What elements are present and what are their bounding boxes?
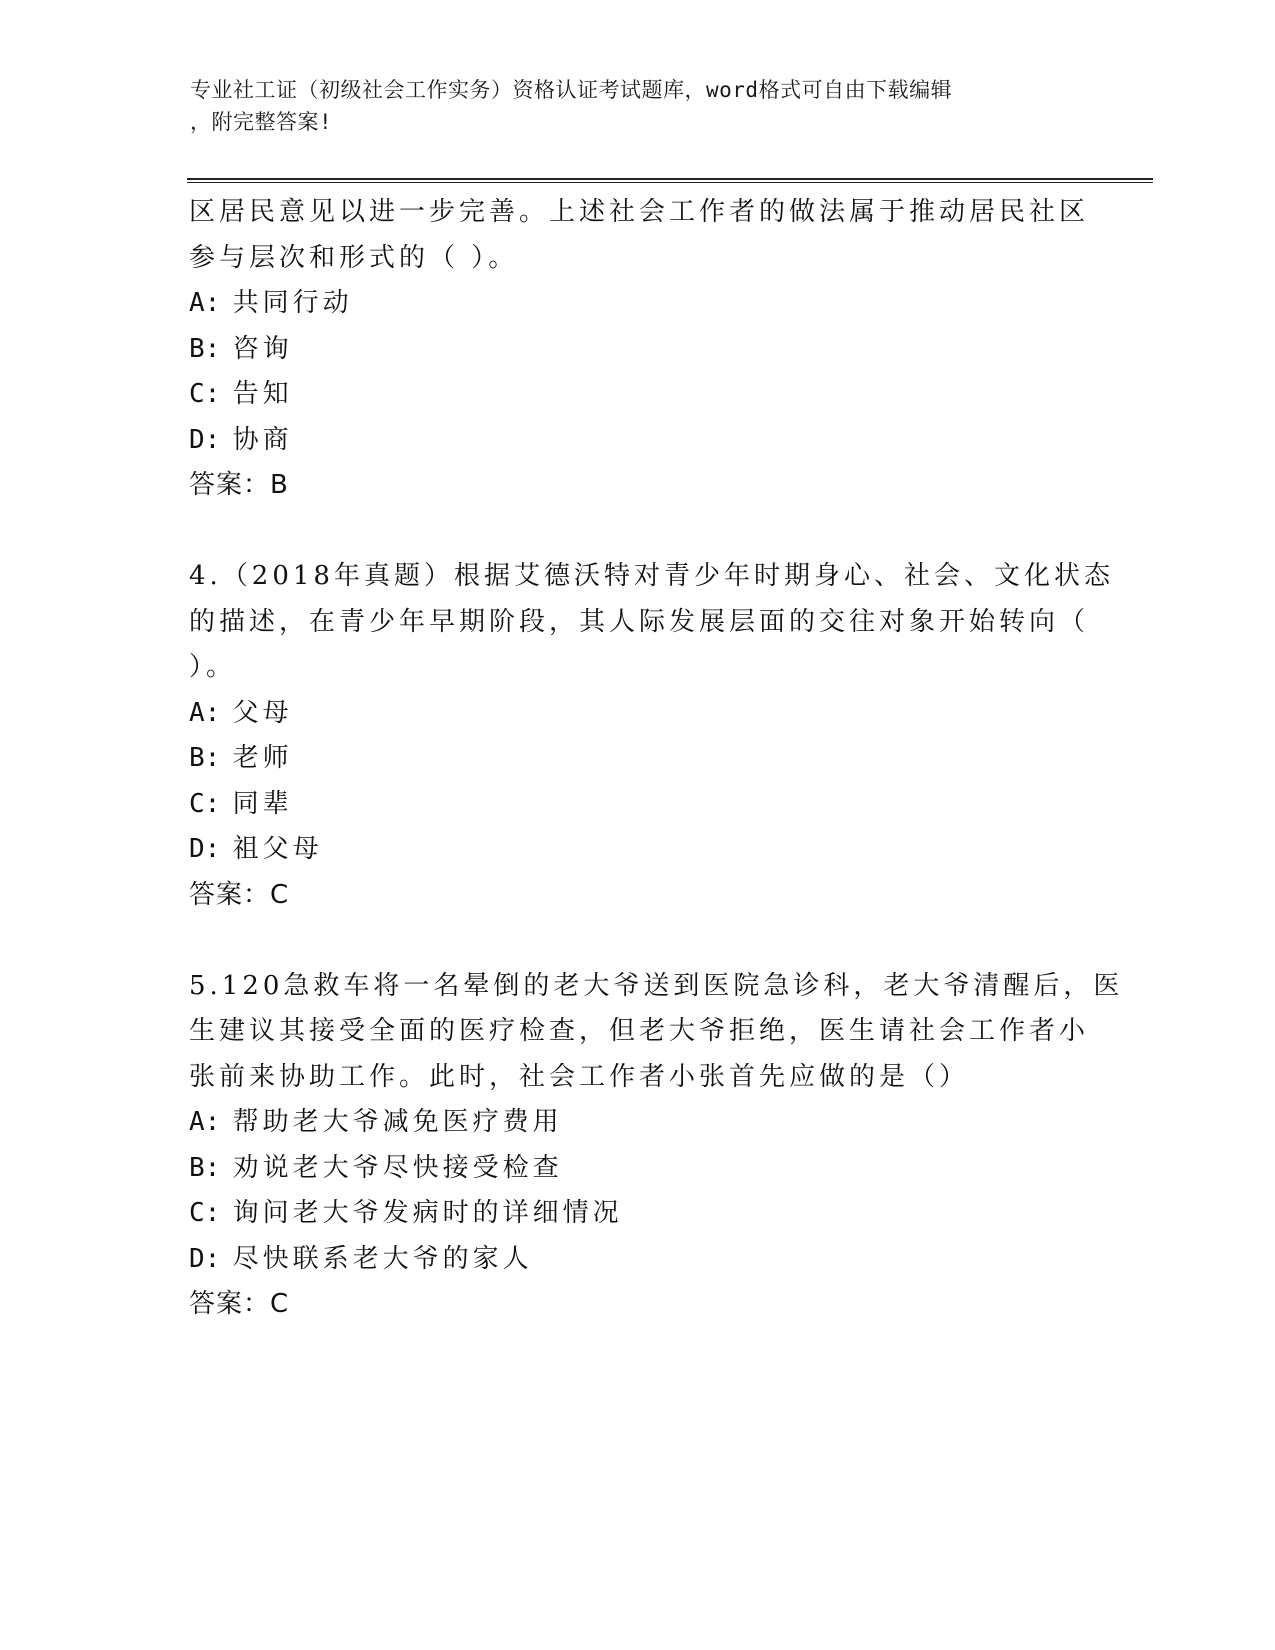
spacer [189, 918, 1089, 964]
option-text: 询问老大爷发病时的详细情况 [232, 1198, 623, 1228]
option-c [189, 782, 1089, 828]
option-text: 祖父母 [232, 834, 323, 864]
option-letter: C: [189, 1198, 221, 1228]
option-text: 共同行动 [232, 288, 353, 318]
option-letter: B: [189, 743, 221, 773]
option-letter: C: [189, 379, 221, 409]
question-content [189, 190, 1124, 1328]
question-text-line: 张前来协助工作。此时，社会工作者小张首先应做的是（） [189, 1061, 970, 1092]
option-a [189, 1100, 1089, 1146]
spacer [189, 509, 1089, 555]
question-text-line: 4.（2018年真题）根据艾德沃特对青少年时期身心、社会、文化状态 [189, 561, 1114, 591]
header-title-line-1: 专业社工证（初级社会工作实务）资格认证考试题库，word格式可自由下载编辑 [190, 78, 953, 102]
question-text-line: 区居民意见以进一步完善。上述社会工作者的做法属于推动居民社区 [189, 197, 1090, 227]
option-text: 帮助老大爷减免医疗费用 [232, 1107, 563, 1137]
question-4 [189, 554, 1114, 918]
question-text-line: ）。 [189, 652, 237, 682]
option-d [189, 827, 1089, 873]
option-letter: D: [189, 424, 221, 455]
option-letter: B: [189, 333, 221, 364]
option-letter: D: [189, 1243, 221, 1274]
option-a [189, 691, 1089, 737]
option-letter: A: [189, 288, 221, 318]
page-header [190, 74, 1090, 138]
option-b [189, 736, 1089, 782]
option-text: 老师 [232, 743, 293, 773]
answer-line: 答案：B [189, 470, 289, 500]
question-text-line: 5.120急救车将一名晕倒的老大爷送到医院急诊科，老大爷清醒后，医 [189, 970, 1124, 1001]
option-text: 尽快联系老大爷的家人 [232, 1243, 533, 1274]
question-text-line: 的描述，在青少年早期阶段，其人际发展层面的交往对象开始转向（ [189, 606, 1090, 637]
option-text: 告知 [232, 379, 293, 409]
option-b [189, 327, 1089, 373]
option-d [189, 418, 1089, 464]
question-text-line: 参与层次和形式的（ ）。 [189, 242, 519, 273]
option-d [189, 1237, 1089, 1283]
option-letter: D: [189, 834, 221, 864]
option-text: 父母 [232, 697, 293, 728]
option-text: 咨询 [232, 333, 293, 364]
option-b [189, 1146, 1089, 1192]
question-5 [189, 964, 1124, 1328]
option-letter: B: [189, 1152, 221, 1183]
option-text: 同辈 [232, 788, 293, 819]
option-text: 劝说老大爷尽快接受检查 [232, 1152, 563, 1183]
header-title-line-2: ，附完整答案! [190, 110, 333, 134]
answer-line: 答案：C [189, 879, 290, 910]
answer-line: 答案：C [189, 1289, 290, 1319]
option-c [189, 1191, 1089, 1237]
option-letter: C: [189, 788, 221, 819]
option-letter: A: [189, 1107, 221, 1137]
option-text: 协商 [232, 424, 293, 455]
option-c [189, 372, 1089, 418]
question-3 [189, 190, 1089, 509]
option-a [189, 281, 1089, 327]
option-letter: A: [189, 697, 221, 728]
header-divider [187, 178, 1153, 183]
question-text-line: 生建议其接受全面的医疗检查，但老大爷拒绝，医生请社会工作者小 [189, 1016, 1090, 1046]
